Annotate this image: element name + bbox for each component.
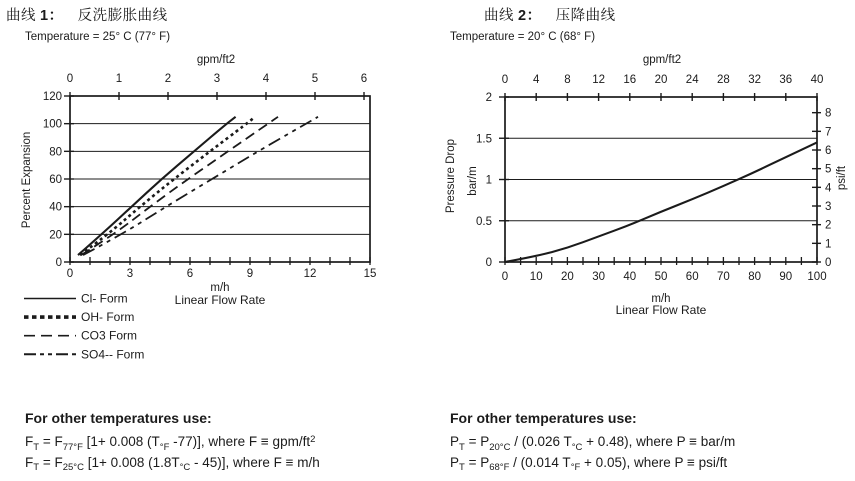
chart1-temperature-note: Temperature = 25° C (77° F) (25, 31, 171, 43)
top-axis-tick-label: 24 (685, 74, 699, 86)
chart1-formula-1: $F_T = F_{77^\circ F}$ [1+ 0.008 ($T_{^\circ F}$ -77)], where F ≡ gpm/$ft^2$ (25, 433, 316, 453)
x-axis-tick-label: 90 (779, 271, 793, 283)
y-axis-tick-label: 1 (485, 174, 492, 187)
legend-item (24, 329, 137, 343)
x-axis-tick-label: 12 (303, 268, 317, 280)
subscript: 20°C (489, 441, 511, 453)
subscript: T (459, 441, 465, 453)
subscript: °F (570, 462, 581, 473)
x-axis-title: Linear Flow Rate (615, 303, 707, 317)
y2-axis-tick-label: 8 (825, 107, 832, 120)
top-axis-tick-label: 0 (501, 74, 509, 86)
top-axis-tick-label: 40 (810, 74, 824, 86)
top-axis-tick-label: 2 (164, 73, 172, 85)
legend-label: CO3 Form (81, 328, 138, 343)
y-axis-title: Percent Expansion (21, 131, 33, 229)
y-axis-tick-label: 20 (49, 229, 62, 242)
top-axis-title: gpm/ft2 (196, 54, 236, 66)
subscript: °C (179, 462, 191, 473)
y2-axis-tick-label: 4 (825, 182, 832, 195)
legend-label: OH- Form (81, 310, 135, 325)
curve2-title-number: 2： (518, 8, 542, 24)
x-axis-tick-label: 40 (623, 271, 637, 283)
top-axis-tick-label: 6 (360, 73, 368, 85)
pressure-drop-chart (445, 54, 848, 317)
x-axis-tick-label: 3 (126, 268, 134, 280)
y-axis-title: Pressure Drop (445, 138, 457, 214)
chart2-notes-heading: For other temperatures use: (450, 410, 637, 426)
y-axis-title: bar/m (467, 166, 479, 196)
y-axis-tick-label: 2 (485, 92, 492, 104)
y-axis-tick-label: 40 (49, 201, 62, 214)
top-axis-tick-label: 1 (115, 73, 123, 85)
legend-item (24, 347, 144, 361)
legend-label: Cl- Form (81, 291, 128, 306)
x-axis-tick-label: 15 (363, 268, 377, 280)
y-axis-tick-label: 120 (42, 91, 62, 103)
chart2-formula-notes (450, 410, 855, 474)
chart2-temperature-note: Temperature = 20° C (68° F) (450, 31, 596, 43)
y2-axis-tick-label: 5 (825, 163, 832, 176)
x-axis-tick-label: 80 (748, 271, 761, 283)
top-axis-tick-label: 4 (262, 73, 270, 85)
subscript: °F (159, 441, 170, 453)
subscript: T (459, 462, 465, 473)
top-axis-tick-label: 12 (592, 74, 605, 86)
backwash-expansion-chart (21, 54, 376, 361)
x-axis-tick-label: 10 (529, 271, 543, 283)
top-axis-tick-label: 4 (532, 74, 540, 86)
top-axis-tick-label: 20 (654, 74, 668, 86)
top-axis-tick-label: 28 (717, 74, 730, 86)
y2-axis-title: psi/ft (836, 165, 848, 191)
top-axis-tick-label: 16 (623, 74, 637, 86)
legend-item (24, 292, 128, 306)
x-axis-tick-label: 100 (807, 271, 827, 283)
y2-axis-tick-label: 0 (825, 257, 832, 269)
y2-axis-tick-label: 1 (825, 238, 832, 251)
top-axis-tick-label: 0 (66, 73, 74, 85)
x-axis-tick-label: 6 (186, 268, 194, 280)
curve2-title-name: 压降曲线 (555, 8, 616, 24)
series-line-pressure-drop-curve (505, 142, 817, 262)
chart1-formula-notes (25, 410, 445, 474)
superscript: 2 (310, 433, 316, 445)
x-axis-unit-label: m/h (651, 293, 671, 305)
chart2-formula-2: $P_T = P_{68^\circ F} / (0.014$ $T_{^\circ F} + 0.05$), where P ≡ psi/ft (450, 454, 728, 473)
subscript: T (33, 441, 40, 453)
curve1-title-number: 1： (40, 8, 64, 24)
subscript: 77°F (62, 441, 83, 453)
subscript: 25°C (62, 462, 84, 473)
top-axis-tick-label: 8 (564, 74, 571, 86)
y2-axis-tick-label: 2 (825, 219, 832, 232)
y-axis-tick-label: 100 (42, 118, 62, 131)
x-axis-tick-label: 60 (685, 271, 699, 283)
subscript: T (33, 462, 40, 473)
legend-item (24, 310, 134, 324)
x-axis-unit-label: m/h (210, 282, 230, 294)
x-axis-title: Linear Flow Rate (174, 293, 266, 307)
y-axis-tick-label: 0 (485, 257, 492, 269)
chart1-formula-2: $F_T = F_{25^\circ C}$ [1+ 0.008 $(1.8T_{^\circ C} - 45)$], where F ≡ m/h (25, 454, 320, 473)
x-axis-tick-label: 0 (66, 268, 74, 280)
y2-axis-tick-label: 3 (825, 201, 832, 214)
subscript: °C (571, 441, 583, 453)
curve1-title-prefix: 曲线 (6, 8, 36, 24)
y-axis-tick-label: 60 (49, 174, 62, 186)
x-axis-tick-label: 30 (592, 271, 605, 283)
x-axis-tick-label: 20 (561, 271, 574, 283)
curve1-title-name: 反洗膨胀曲线 (77, 8, 168, 24)
top-axis-tick-label: 3 (213, 73, 221, 85)
top-axis-title: gpm/ft2 (642, 54, 682, 66)
curve2-title-prefix: 曲线 (484, 8, 514, 24)
top-axis-tick-label: 36 (779, 74, 793, 86)
top-axis-tick-label: 5 (311, 73, 319, 85)
y-axis-tick-label: 1.5 (476, 133, 492, 146)
legend-label: SO4-- Form (81, 347, 145, 362)
x-axis-tick-label: 0 (501, 271, 509, 283)
chart1-notes-heading: For other temperatures use: (25, 410, 212, 426)
y-axis-tick-label: 0 (55, 257, 62, 269)
y-axis-tick-label: 80 (49, 146, 62, 159)
subscript: 68°F (489, 462, 510, 473)
x-axis-tick-label: 50 (654, 271, 668, 283)
top-axis-tick-label: 32 (748, 74, 761, 86)
y2-axis-tick-label: 7 (825, 126, 832, 139)
chart2-formula-1: $P_T = P_{20^\circ C} / (0.026$ $T_{^\circ C} + 0.48$), where P ≡ bar/m (450, 434, 736, 453)
x-axis-tick-label: 70 (717, 271, 730, 283)
x-axis-tick-label: 9 (246, 268, 254, 280)
y2-axis-tick-label: 6 (825, 145, 832, 158)
y-axis-tick-label: 0.5 (476, 215, 492, 228)
